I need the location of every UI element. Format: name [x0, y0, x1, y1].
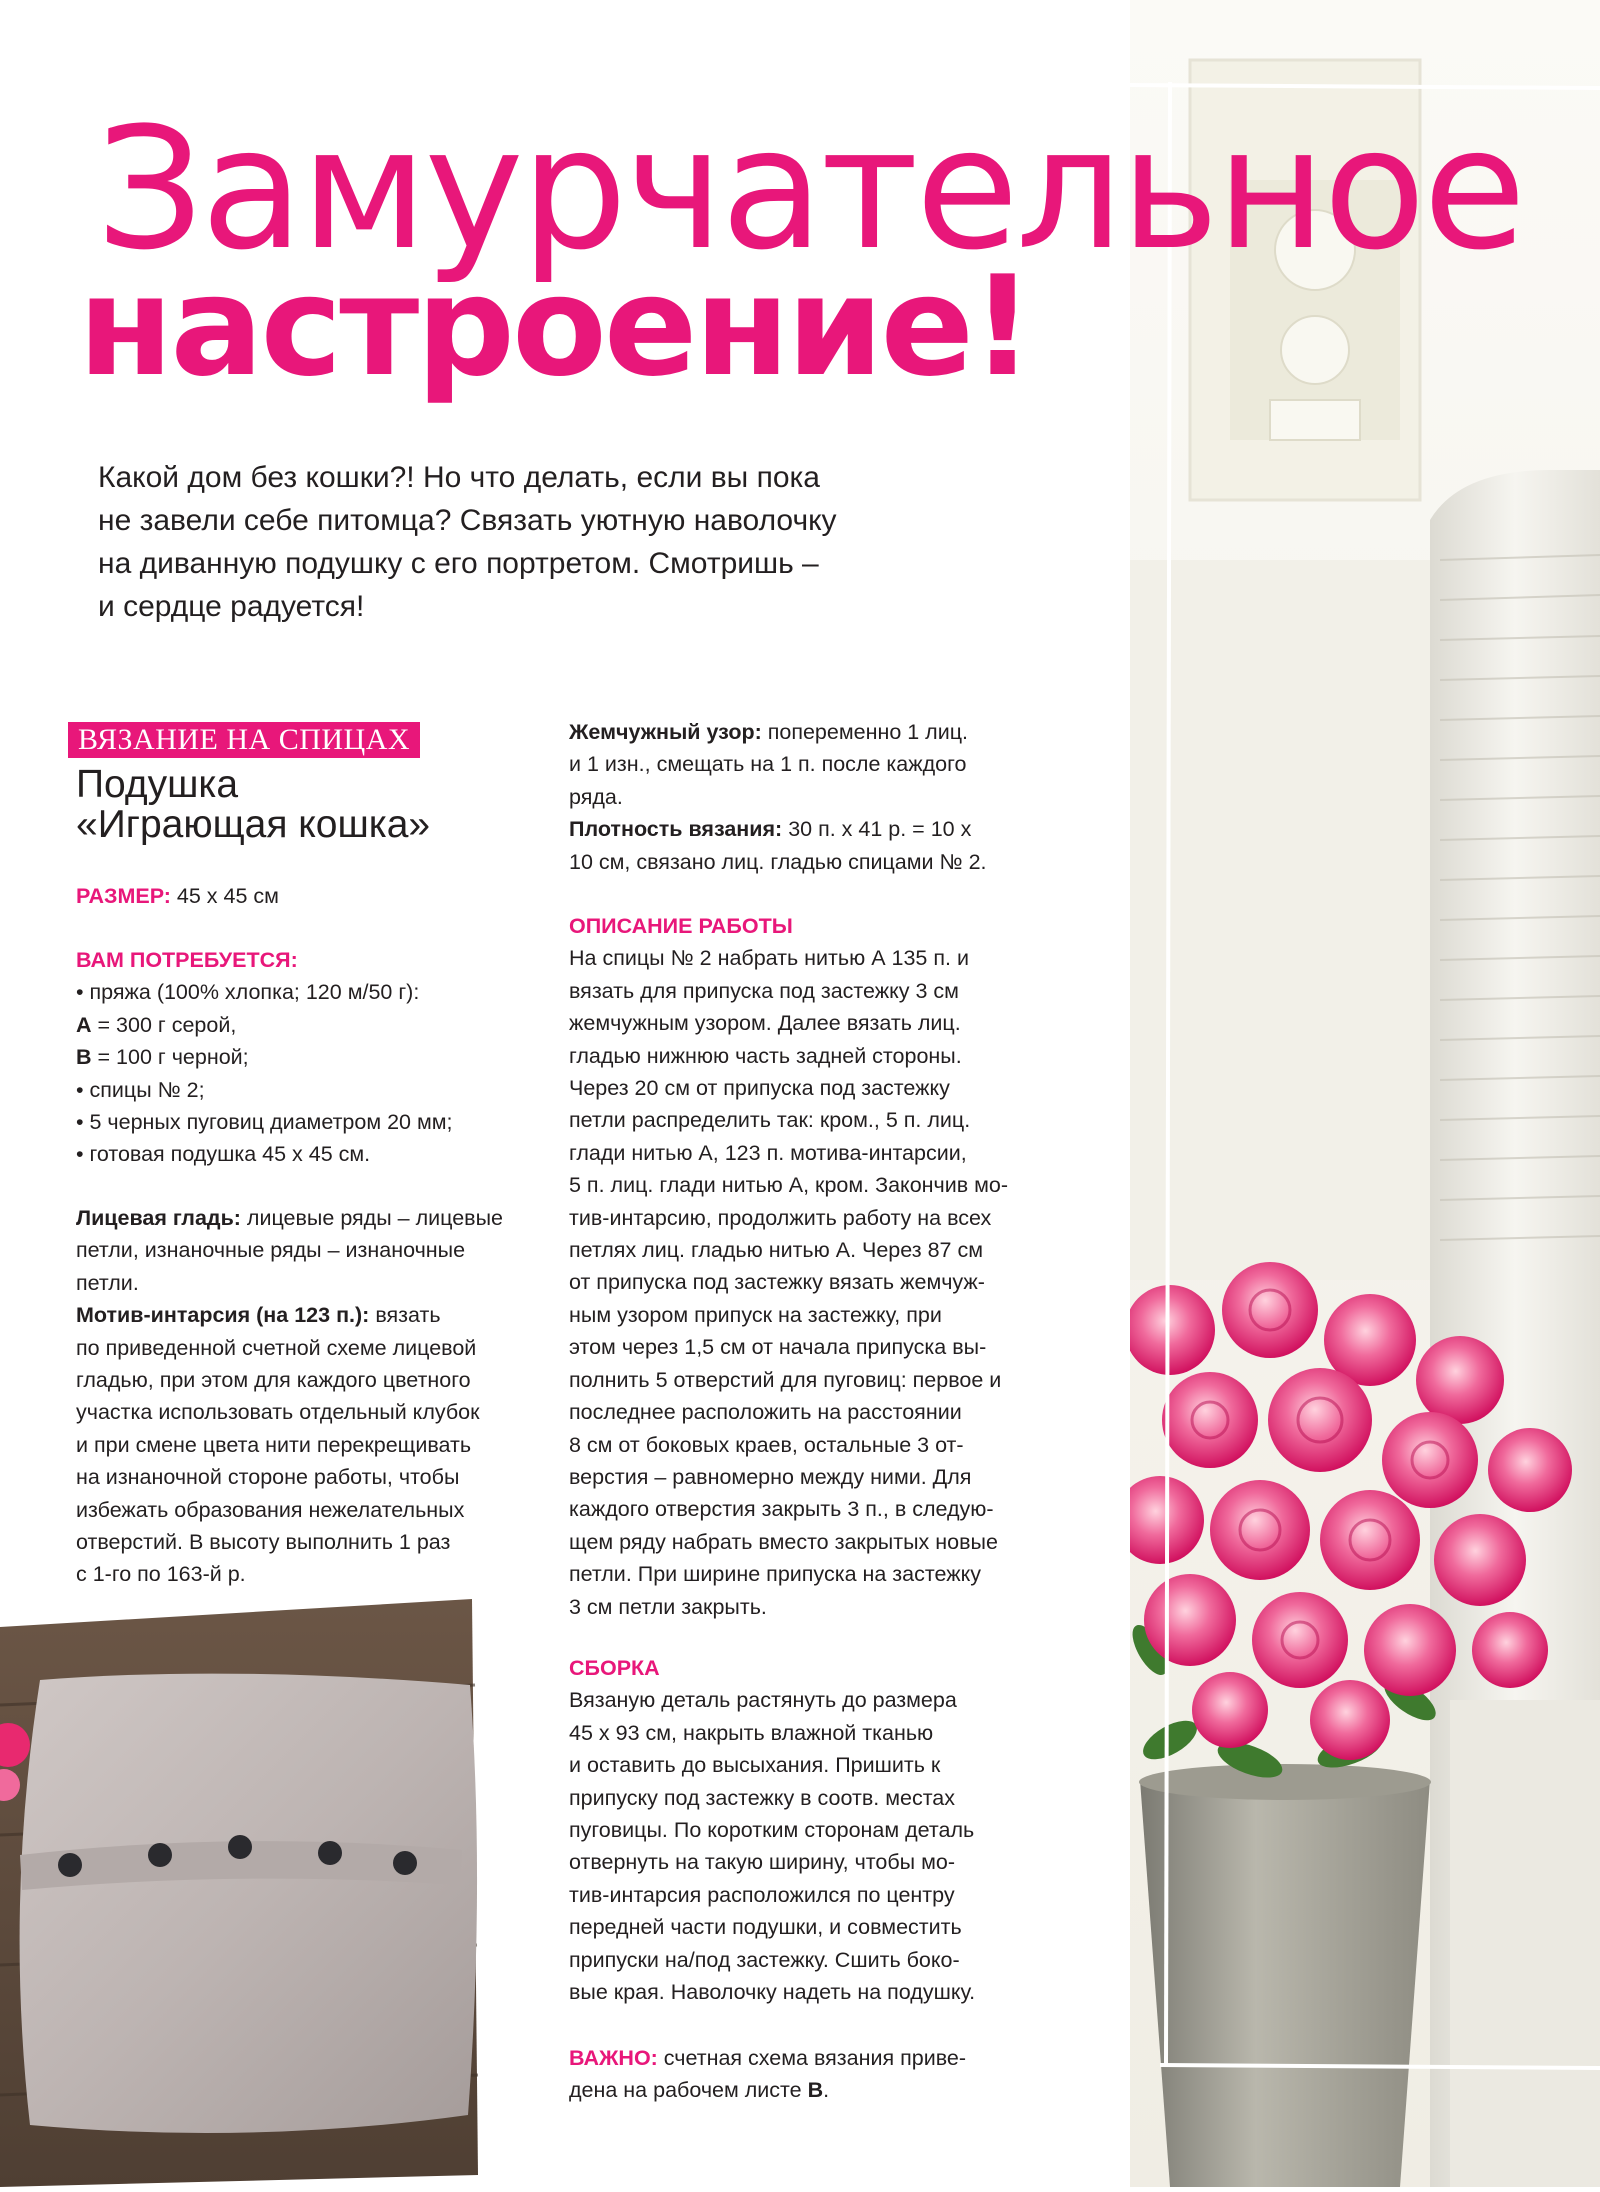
page-title-line2: настроение! [78, 246, 1032, 407]
work-block [569, 910, 1129, 1623]
intarsia-text: и при смене цвета нити перекрещивать [76, 1432, 472, 1457]
assembly-line: отвернуть на такую ширину, чтобы мо- [569, 1850, 955, 1875]
note-block [569, 2042, 1129, 2107]
intro-line: и сердце радуется! [98, 590, 365, 623]
work-line: петлях лиц. гладью нитью А. Через 87 см [569, 1238, 984, 1263]
yarn-a-label: А [76, 1012, 92, 1037]
intarsia-text: отверстий. В высоту выполнить 1 раз [76, 1530, 451, 1555]
materials-item: = 100 г черной; [97, 1045, 249, 1070]
work-line: 3 см петли закрыть. [569, 1594, 767, 1619]
work-line: каждого отверстия закрыть 3 п., в следую- [569, 1497, 994, 1522]
size-block [76, 880, 556, 912]
materials-heading: ВАМ ПОТРЕБУЕТСЯ: [76, 948, 298, 972]
intarsia-text: гладью, при этом для каждого цветного [76, 1368, 471, 1393]
materials-item: • пряжа (100% хлопка; 120 м/50 г): [76, 980, 420, 1005]
work-heading: ОПИСАНИЕ РАБОТЫ [569, 914, 793, 938]
seed-text: ряда. [569, 784, 623, 809]
work-line: тив-интарсию, продолжить работу на всех [569, 1205, 992, 1230]
seed-text: и 1 изн., смещать на 1 п. после каждого [569, 752, 967, 777]
assembly-line: пуговицы. По коротким сторонам деталь [569, 1818, 975, 1843]
assembly-line: припуску под застежку в соотв. местах [569, 1785, 956, 1810]
roses-chair-photo [1130, 0, 1600, 2187]
assembly-line: тив-интарсия расположился по центру [569, 1882, 955, 1907]
materials-item: = 300 г серой, [97, 1012, 237, 1037]
yarn-b-label: В [76, 1045, 92, 1070]
work-line: этом через 1,5 см от начала припуска вы- [569, 1335, 987, 1360]
work-line: петли распределить так: кром., 5 п. лиц. [569, 1108, 971, 1133]
materials-item: • 5 черных пуговиц диаметром 20 мм; [76, 1110, 453, 1135]
intarsia-text: участка использовать отдельный клубок [76, 1400, 480, 1425]
work-line: ным узором припуск на застежку, при [569, 1302, 942, 1327]
stockinette-text: петли. [76, 1270, 139, 1295]
intro-line: не завели себе питомца? Связать уютную наволочку [98, 504, 837, 537]
materials-block [76, 944, 556, 1171]
work-line: от припуска под застежку вязать жемчуж- [569, 1270, 985, 1295]
stockinette-label: Лицевая гладь: [76, 1206, 241, 1230]
work-line: 5 п. лиц. глади нитью А, кром. Закончив мо- [569, 1173, 1009, 1198]
work-line: петли. При ширине припуска на застежку [569, 1562, 981, 1587]
intro-line: Какой дом без кошки?! Но что делать, если вы пока [98, 461, 820, 494]
work-line: полнить 5 отверстий для пуговиц: первое и [569, 1367, 1002, 1392]
stockinette-text: лицевые ряды – лицевые [240, 1206, 503, 1230]
materials-item: • спицы № 2; [76, 1077, 205, 1102]
work-line: жемчужным узором. Далее вязать лиц. [569, 1011, 961, 1036]
note-text: дена на рабочем листе [569, 2078, 808, 2103]
intro-paragraph [98, 456, 958, 628]
project-title-line1: Подушка [76, 763, 239, 806]
size-label: РАЗМЕР: [76, 884, 171, 908]
work-line: последнее расположить на расстоянии [569, 1400, 962, 1425]
category-tag: ВЯЗАНИЕ НА СПИЦАХ [68, 722, 420, 758]
seed-text: попеременно 1 лиц. [761, 720, 969, 744]
note-sheet-letter: В [807, 2078, 824, 2103]
intarsia-text: на изнаночной стороне работы, чтобы [76, 1465, 460, 1490]
intarsia-text: избежать образования нежелательных [76, 1497, 465, 1522]
materials-item: • готовая подушка 45 х 45 см. [76, 1142, 371, 1167]
project-title-line2: «Играющая кошка» [76, 803, 431, 846]
intarsia-label: Мотив-интарсия (на 123 п.): [76, 1303, 370, 1328]
assembly-line: вые края. Наволочку надеть на подушку. [569, 1980, 976, 2005]
gauge-text: 30 п. х 41 р. = 10 х [782, 817, 972, 842]
work-line: щем ряду набрать вместо закрытых новые [569, 1529, 998, 1554]
page-title-line1: Замурчательное [96, 91, 1524, 287]
work-line: На спицы № 2 набрать нитью А 135 п. и [569, 946, 969, 971]
intro-line: на диванную подушку с его портретом. Смотришь – [98, 547, 819, 580]
work-line: вязать для припуска под застежку 3 см [569, 978, 959, 1003]
note-text: . [823, 2078, 830, 2103]
assembly-line: и оставить до высыхания. Пришить к [569, 1753, 941, 1778]
assembly-heading: СБОРКА [569, 1656, 660, 1680]
work-line: верстия – равномерно между ними. Для [569, 1464, 972, 1489]
project-title [76, 765, 430, 845]
stitches-block [76, 1202, 556, 1591]
pillow-illustration [0, 1585, 500, 2187]
note-label: ВАЖНО: [569, 2046, 658, 2070]
assembly-line: передней части подушки, и совместить [569, 1915, 962, 1940]
stockinette-text: петли, изнаночные ряды – изнаночные [76, 1238, 466, 1263]
intarsia-text: вязать [369, 1303, 441, 1328]
assembly-line: припуски на/под застежку. Сшить боко- [569, 1947, 960, 1972]
gauge-text: 10 см, связано лиц. гладью спицами № 2. [569, 849, 987, 874]
roses-chair-illustration [1130, 0, 1600, 2187]
work-line: глади нитью А, 123 п. мотива-интарсии, [569, 1140, 967, 1165]
seed-gauge-block [569, 716, 1129, 878]
pillow-photo [0, 1585, 500, 2187]
size-value: 45 х 45 см [170, 884, 279, 908]
assembly-line: 45 х 93 см, накрыть влажной тканью [569, 1720, 934, 1745]
seed-label: Жемчужный узор: [569, 720, 762, 744]
work-line: 8 см от боковых краев, остальные 3 от- [569, 1432, 964, 1457]
gauge-label: Плотность вязания: [569, 817, 783, 842]
note-text: счетная схема вязания приве- [657, 2046, 967, 2070]
intarsia-text: по приведенной счетной схеме лицевой [76, 1335, 477, 1360]
intarsia-text: с 1-го по 163-й р. [76, 1562, 246, 1587]
work-line: гладью нижнюю часть задней стороны. [569, 1043, 962, 1068]
work-line: Через 20 см от припуска под застежку [569, 1076, 950, 1101]
assembly-line: Вязаную деталь растянуть до размера [569, 1688, 957, 1713]
assembly-block [569, 1652, 1129, 2008]
